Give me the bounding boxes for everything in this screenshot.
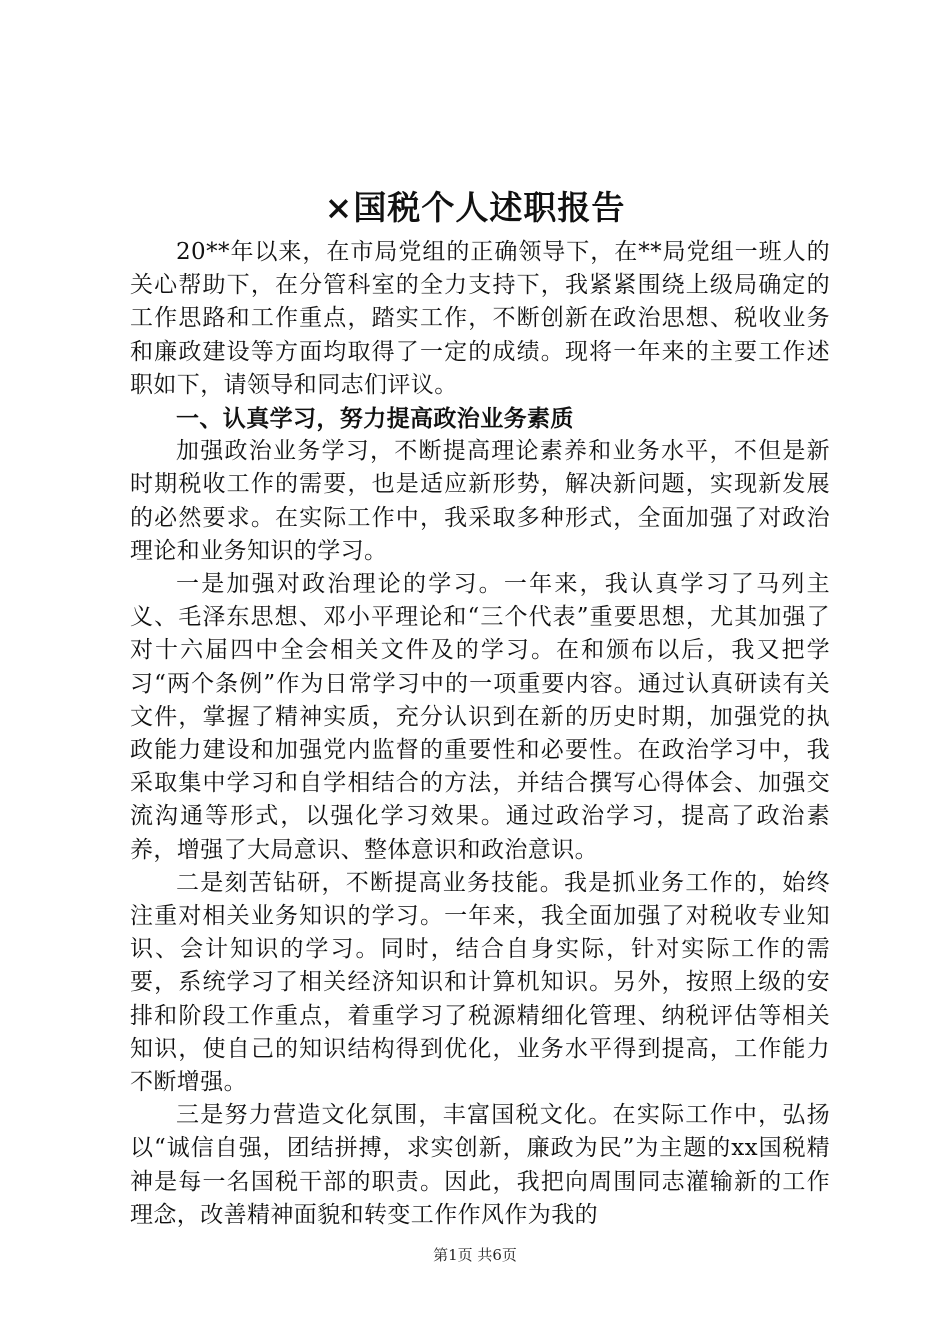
section-heading-1: 一、认真学习，努力提高政治业务素质 [176, 405, 574, 433]
paragraph-point-2: 二是刻苦钻研，不断提高业务技能。我是抓业务工作的，始终注重对相关业务知识的学习。一年来，我全面加强了对税收专业知识、会计知识的学习。同时，结合自身实际，针对实际工作的需要，系统学习了相关经济知识和计算机知识。另外，按照上级的安排和阶段工作重点，着重学习了税源精细化管理、纳税评估等相关知识，使自己的知识结构得到优化，业务水平得到提高，工作能力不断增强。 [130, 869, 830, 1096]
document-title: ×国税个人述职报告 [324, 188, 626, 227]
paragraph-point-3: 三是努力营造文化氛围，丰富国税文化。在实际工作中，弘扬以“诚信自强，团结拼搏，求实创新，廉政为民”为主题的xx国税精神是每一名国税干部的职责。因此，我把向周围同志灌输新的工作理念，改善精神面貌和转变工作作风作为我的 [130, 1102, 830, 1228]
paragraph-section-1-intro: 加强政治业务学习，不断提高理论素养和业务水平，不但是新时期税收工作的需要，也是适应新形势，解决新问题，实现新发展的必然要求。在实际工作中，我采取多种形式，全面加强了对政治理论和业务知识的学习。 [130, 438, 830, 564]
document-body [130, 236, 830, 1232]
page-footer: 第1页 共6页 [433, 1246, 517, 1264]
paragraph-intro: 20**年以来，在市局党组的正确领导下，在**局党组一班人的关心帮助下，在分管科室的全力支持下，我紧紧围绕上级局确定的工作思路和工作重点，踏实工作，不断创新在政治思想、税收业务和廉政建设等方面均取得了一定的成绩。现将一年来的主要工作述职如下，请领导和同志们评议。 [130, 239, 830, 398]
paragraph-point-1: 一是加强对政治理论的学习。一年来，我认真学习了马列主义、毛泽东思想、邓小平理论和“三个代表”重要思想，尤其加强了对十六届四中全会相关文件及的学习。在和颁布以后，我又把学习“两个条例”作为日常学习中的一项重要内容。通过认真研读有关文件，掌握了精神实质，充分认识到在新的历史时期，加强党的执政能力建设和加强党内监督的重要性和必要性。在政治学习中，我采取集中学习和自学相结合的方法，并结合撰写心得体会、加强交流沟通等形式，以强化学习效果。通过政治学习，提高了政治素养，增强了大局意识、整体意识和政治意识。 [130, 571, 830, 863]
